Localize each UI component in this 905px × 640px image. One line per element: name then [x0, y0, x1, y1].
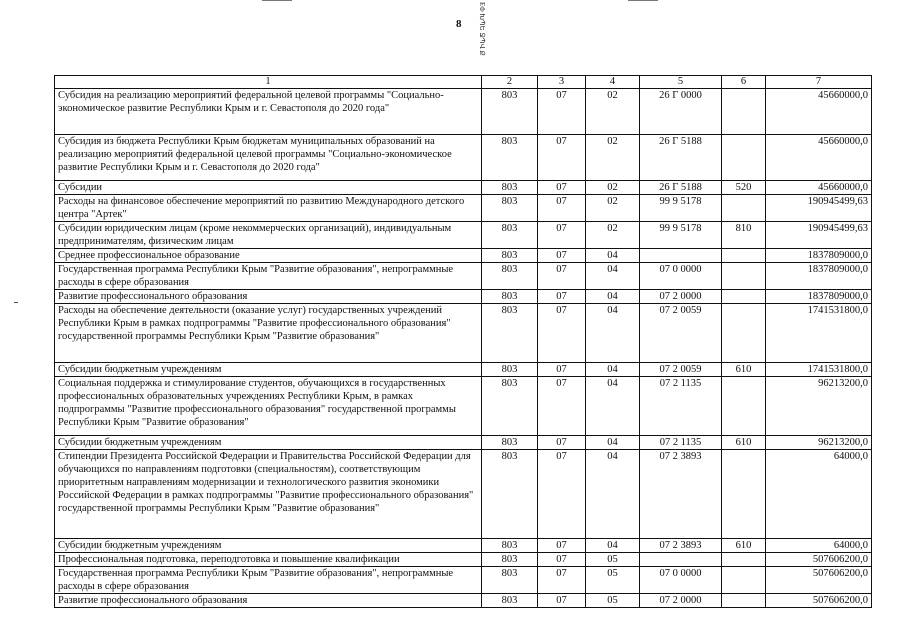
amount-cell: 190945499,63: [766, 195, 872, 222]
target-item-cell: [640, 249, 722, 263]
amount-cell: 190945499,63: [766, 222, 872, 249]
amount-cell: 1741531800,0: [766, 304, 872, 363]
section-cell: 07: [538, 553, 586, 567]
subsection-cell: 04: [586, 249, 640, 263]
expense-type-cell: [722, 553, 766, 567]
target-item-cell: 99 9 5178: [640, 195, 722, 222]
amount-cell: 507606200,0: [766, 594, 872, 608]
subsection-cell: 04: [586, 304, 640, 363]
row-name-cell: Расходы на обеспечение деятельности (оказание услуг) государственных учреждений Республики Крым в рамках подпрограммы "Развитие профессионального образования" государственной программы Республики Крым "Развитие образования": [55, 304, 482, 363]
expense-type-cell: [722, 89, 766, 135]
section-cell: 07: [538, 89, 586, 135]
target-item-cell: 26 Г 5188: [640, 135, 722, 181]
expense-type-cell: 610: [722, 539, 766, 553]
subsection-cell: 04: [586, 290, 640, 304]
target-item-cell: 26 Г 5188: [640, 181, 722, 195]
expense-type-cell: [722, 594, 766, 608]
row-name-cell: Развитие профессионального образования: [55, 290, 482, 304]
expense-type-cell: 520: [722, 181, 766, 195]
expense-type-cell: [722, 377, 766, 436]
expense-type-cell: [722, 263, 766, 290]
amount-cell: 507606200,0: [766, 553, 872, 567]
section-cell: 07: [538, 222, 586, 249]
section-cell: 07: [538, 377, 586, 436]
subsection-cell: 04: [586, 363, 640, 377]
column-header: 3: [538, 76, 586, 89]
subsection-cell: 04: [586, 450, 640, 539]
row-name-cell: Расходы на финансовое обеспечение мероприятий по развитию Международного детского центра "Артек": [55, 195, 482, 222]
table-row: [55, 290, 872, 304]
admin-code-cell: 803: [482, 450, 538, 539]
admin-code-cell: 803: [482, 363, 538, 377]
amount-cell: 96213200,0: [766, 377, 872, 436]
admin-code-cell: 803: [482, 135, 538, 181]
section-cell: 07: [538, 290, 586, 304]
table-row: [55, 135, 872, 181]
amount-cell: 1837809000,0: [766, 290, 872, 304]
scan-edge-line: [262, 0, 292, 1]
row-name-cell: Субсидия из бюджета Республики Крым бюджетам муниципальных образований на реализацию мероприятий федеральной целевой программы "Социально-экономическое развитие Республики Крым и г. Севастополя до 2020 года": [55, 135, 482, 181]
target-item-cell: [640, 553, 722, 567]
subsection-cell: 04: [586, 377, 640, 436]
section-cell: 07: [538, 195, 586, 222]
expense-type-cell: 810: [722, 222, 766, 249]
amount-cell: 64000,0: [766, 450, 872, 539]
expense-type-cell: [722, 450, 766, 539]
admin-code-cell: 803: [482, 89, 538, 135]
amount-cell: 45660000,0: [766, 181, 872, 195]
subsection-cell: 04: [586, 263, 640, 290]
table-row: [55, 363, 872, 377]
column-header: 7: [766, 76, 872, 89]
expense-type-cell: [722, 567, 766, 594]
section-cell: 07: [538, 263, 586, 290]
amount-cell: 45660000,0: [766, 89, 872, 135]
expense-type-cell: [722, 195, 766, 222]
table-row: [55, 89, 872, 135]
expense-type-cell: 610: [722, 436, 766, 450]
column-header: 1: [55, 76, 482, 89]
subsection-cell: 05: [586, 594, 640, 608]
column-header: 5: [640, 76, 722, 89]
target-item-cell: 07 2 0059: [640, 304, 722, 363]
admin-code-cell: 803: [482, 553, 538, 567]
expense-type-cell: 610: [722, 363, 766, 377]
target-item-cell: 07 2 3893: [640, 539, 722, 553]
target-item-cell: 07 2 0059: [640, 363, 722, 377]
row-name-cell: Субсидии бюджетным учреждениям: [55, 363, 482, 377]
row-name-cell: Субсидии: [55, 181, 482, 195]
scan-edge-line: [628, 0, 658, 1]
table-row: [55, 450, 872, 539]
row-name-cell: Развитие профессионального образования: [55, 594, 482, 608]
target-item-cell: 99 9 5178: [640, 222, 722, 249]
target-item-cell: 07 2 3893: [640, 450, 722, 539]
admin-code-cell: 803: [482, 181, 538, 195]
amount-cell: 1837809000,0: [766, 249, 872, 263]
admin-code-cell: 803: [482, 263, 538, 290]
section-cell: 07: [538, 567, 586, 594]
target-item-cell: 07 2 0000: [640, 290, 722, 304]
expense-type-cell: [722, 290, 766, 304]
expense-type-cell: [722, 304, 766, 363]
admin-code-cell: 803: [482, 195, 538, 222]
subsection-cell: 04: [586, 539, 640, 553]
table-row: [55, 195, 872, 222]
row-name-cell: Профессиональная подготовка, переподготовка и повышение квалификации: [55, 553, 482, 567]
admin-code-cell: 803: [482, 304, 538, 363]
admin-code-cell: 803: [482, 249, 538, 263]
admin-code-cell: 803: [482, 567, 538, 594]
subsection-cell: 02: [586, 135, 640, 181]
table-header-row: [55, 76, 872, 89]
row-name-cell: Среднее профессиональное образование: [55, 249, 482, 263]
subsection-cell: 02: [586, 222, 640, 249]
target-item-cell: 07 2 0000: [640, 594, 722, 608]
section-cell: 07: [538, 594, 586, 608]
section-cell: 07: [538, 539, 586, 553]
admin-code-cell: 803: [482, 436, 538, 450]
target-item-cell: 07 2 1135: [640, 436, 722, 450]
target-item-cell: 07 0 0000: [640, 263, 722, 290]
section-cell: 07: [538, 304, 586, 363]
column-header: 2: [482, 76, 538, 89]
row-name-cell: Стипендии Президента Российской Федерации и Правительства Российской Федерации для обучающихся по направлениям подготовки (специальностям), соответствующим приоритетным направлениям модернизации и технологического развития экономики Российской Федерации в рамках подпрограммы "Развитие профессионального образования" государственной программы Республики Крым "Развитие образования": [55, 450, 482, 539]
target-item-cell: 07 2 1135: [640, 377, 722, 436]
row-name-cell: Субсидии бюджетным учреждениям: [55, 436, 482, 450]
subsection-cell: 02: [586, 89, 640, 135]
scan-artifact: [14, 302, 18, 303]
row-name-cell: Государственная программа Республики Крым "Развитие образования", непрограммные расходы в сфере образования: [55, 263, 482, 290]
admin-code-cell: 803: [482, 290, 538, 304]
admin-code-cell: 803: [482, 377, 538, 436]
section-cell: 07: [538, 436, 586, 450]
row-name-cell: Социальная поддержка и стимулирование студентов, обучающихся в государственных профессиональных образовательных учреждениях Республики Крым, в рамках подпрограммы "Развитие профессионального образования" государственной программы Республики Крым "Развитие образования": [55, 377, 482, 436]
row-name-cell: Субсидии бюджетным учреждениям: [55, 539, 482, 553]
expense-type-cell: [722, 135, 766, 181]
section-cell: 07: [538, 249, 586, 263]
section-cell: 07: [538, 135, 586, 181]
amount-cell: 507606200,0: [766, 567, 872, 594]
table-row: [55, 436, 872, 450]
table-row: [55, 594, 872, 608]
subsection-cell: 02: [586, 181, 640, 195]
target-item-cell: 26 Г 0000: [640, 89, 722, 135]
admin-code-cell: 803: [482, 594, 538, 608]
row-name-cell: Субсидии юридическим лицам (кроме некоммерческих организаций), индивидуальным предпринимателям, физическим лицам: [55, 222, 482, 249]
subsection-cell: 04: [586, 436, 640, 450]
amount-cell: 96213200,0: [766, 436, 872, 450]
admin-code-cell: 803: [482, 222, 538, 249]
table-row: [55, 567, 872, 594]
table-row: [55, 553, 872, 567]
section-cell: 07: [538, 363, 586, 377]
table-row: [55, 263, 872, 290]
row-name-cell: Субсидия на реализацию мероприятий федеральной целевой программы "Социально-экономическое развитие Республики Крым и г. Севастополя до 2020 года": [55, 89, 482, 135]
amount-cell: 64000,0: [766, 539, 872, 553]
admin-code-cell: 803: [482, 539, 538, 553]
table-row: [55, 249, 872, 263]
column-header: 6: [722, 76, 766, 89]
table-row: [55, 222, 872, 249]
amount-cell: 45660000,0: [766, 135, 872, 181]
expense-type-cell: [722, 249, 766, 263]
page-number: 8: [456, 18, 462, 30]
column-header: 4: [586, 76, 640, 89]
amount-cell: 1741531800,0: [766, 363, 872, 377]
margin-stamp: ЕФ ԽՊԵ ՋՊՎ Ք: [478, 2, 486, 56]
budget-table: [54, 75, 872, 608]
amount-cell: 1837809000,0: [766, 263, 872, 290]
target-item-cell: 07 0 0000: [640, 567, 722, 594]
table-row: [55, 539, 872, 553]
table-row: [55, 304, 872, 363]
subsection-cell: 05: [586, 567, 640, 594]
subsection-cell: 05: [586, 553, 640, 567]
subsection-cell: 02: [586, 195, 640, 222]
table-row: [55, 181, 872, 195]
section-cell: 07: [538, 450, 586, 539]
row-name-cell: Государственная программа Республики Крым "Развитие образования", непрограммные расходы в сфере образования: [55, 567, 482, 594]
table-row: [55, 377, 872, 436]
section-cell: 07: [538, 181, 586, 195]
